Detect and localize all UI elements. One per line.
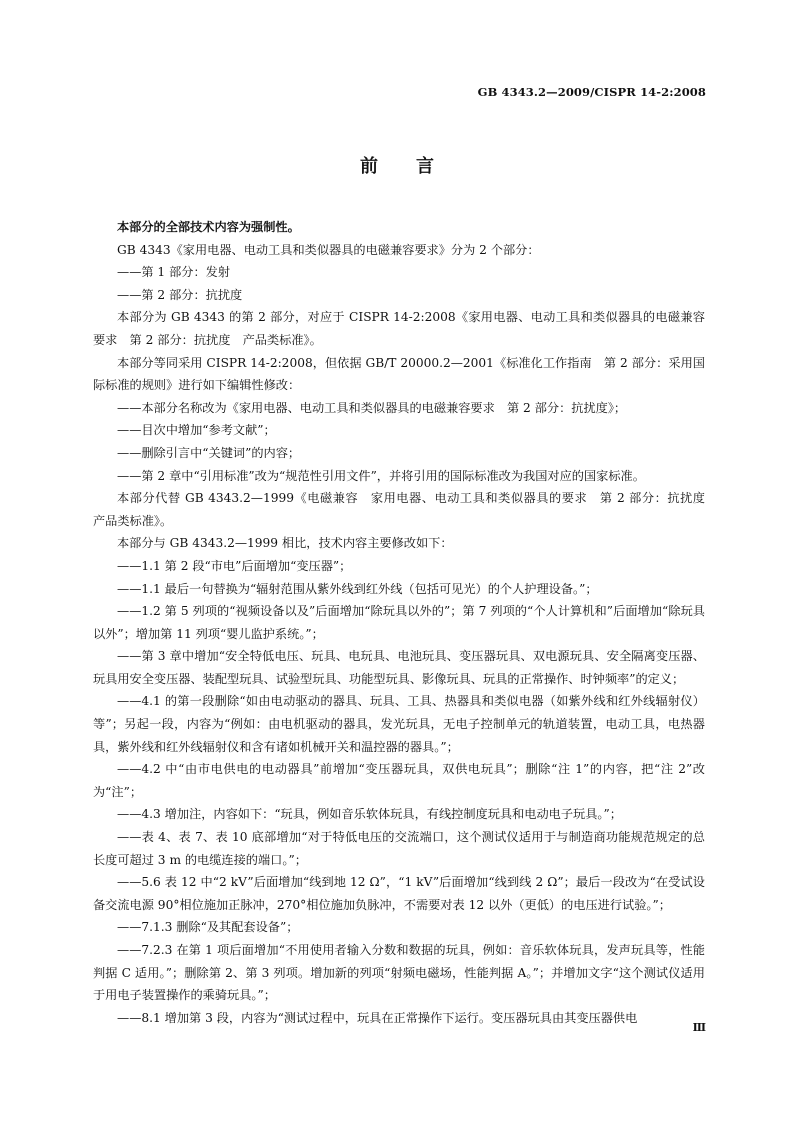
list-item: ——第 3 章中增加“安全特低电压、玩具、电玩具、电池玩具、变压器玩具、双电源玩具、安全隔离变压器、玩具用安全变压器、装配型玩具、试验型玩具、功能型玩具、影像玩具、玩具的正常操作、时钟频率”的定义； bbox=[93, 649, 705, 686]
list-item: ——1.2 第 5 列项的“视频设备以及”后面增加“除玩具以外的”；第 7 列项的“个人计算机和”后面增加“除玩具以外”；增加第 11 列项“婴儿监护系统。”； bbox=[93, 604, 705, 641]
page-title: 前言 bbox=[360, 156, 472, 177]
paragraph-mandatory-notice: 本部分的全部技术内容为强制性。 bbox=[117, 220, 300, 234]
page-number: Ⅲ bbox=[692, 1021, 706, 1034]
paragraph: GB 4343《家用电器、电动工具和类似器具的电磁兼容要求》分为 2 个部分： bbox=[117, 242, 540, 257]
paragraph: 本部分与 GB 4343.2—1999 相比，技术内容主要修改如下： bbox=[117, 536, 453, 551]
list-item: ——表 4、表 7、表 10 底部增加“对于特低电压的交流端口，这个测试仪适用于与制造商功能规范规定的总长度可超过 3 m 的电缆连接的端口。”； bbox=[93, 830, 705, 867]
paragraph: 本部分代替 GB 4343.2—1999《电磁兼容 家用电器、电动工具和类似器具的要求 第 2 部分：抗扰度 产品类标准》。 bbox=[93, 491, 718, 528]
list-item: ——第 1 部分：发射 bbox=[117, 265, 231, 280]
paragraph: 本部分为 GB 4343 的第 2 部分，对应于 CISPR 14-2:2008《家用电器、电动工具和类似器具的电磁兼容要求 第 2 部分：抗扰度 产品类标准》。 bbox=[93, 310, 705, 347]
list-item: ——本部分名称改为《家用电器、电动工具和类似器具的电磁兼容要求 第 2 部分：抗扰度》； bbox=[117, 400, 627, 415]
foreword-body bbox=[93, 216, 718, 1029]
list-item: ——删除引言中“关键词”的内容； bbox=[117, 445, 301, 460]
list-item: ——第 2 章中“引用标准”改为“规范性引用文件”，并将引用的国际标准改为我国对应的国家标准。 bbox=[117, 468, 645, 483]
list-item: ——1.1 最后一句替换为“辐射范围从紫外线到红外线（包括可见光）的个人护理设备。”； bbox=[117, 581, 598, 596]
paragraph: 本部分等同采用 CISPR 14-2:2008，但依据 GB/T 20000.2—2001《标准化工作指南 第 2 部分：采用国际标准的规则》进行如下编辑性修改： bbox=[93, 355, 705, 393]
list-item: ——4.3 增加注，内容如下：“玩具，例如音乐软体玩具，有线控制度玩具和电动电子玩具。”； bbox=[117, 807, 622, 822]
list-item: ——5.6 表 12 中“2 kV”后面增加“线到地 12 Ω”，“1 kV”后面增加“线到线 2 Ω”；最后一段改为“在受试设备交流电源 90°相位施加正脉冲，270°相位施加负脉冲，不需要对表 12 以外（更低）的电压进行试验。”； bbox=[93, 875, 705, 912]
list-item: ——1.1 第 2 段“市电”后面增加“变压器”； bbox=[117, 558, 352, 573]
list-item: ——8.1 增加第 3 段，内容为“测试过程中，玩具在正常操作下运行。变压器玩具由其变压器供电 bbox=[117, 1010, 638, 1025]
standard-code-header: GB 4343.2—2009/CISPR 14-2:2008 bbox=[477, 85, 706, 99]
list-item: ——4.2 中“由市电供电的电动器具”前增加“变压器玩具，双供电玩具”；删除“注 1”的内容，把“注 2”改为“注”； bbox=[93, 762, 705, 799]
list-item: ——7.1.3 删除“及其配套设备”； bbox=[117, 920, 299, 935]
list-item: ——第 2 部分：抗扰度 bbox=[117, 287, 243, 302]
list-item: ——目次中增加“参考文献”； bbox=[117, 423, 276, 438]
list-item: ——7.2.3 在第 1 项后面增加“不用使用者输入分数和数据的玩具，例如：音乐软体玩具，发声玩具等，性能判据 C 适用。”；删除第 2、第 3 列项。增加新的列项“射频电磁场，性能判据 A。”；并增加文字“这个测试仪适用于用电子装置操作的乘骑玩具。”； bbox=[93, 943, 705, 1003]
list-item: ——4.1 的第一段删除“如由电动驱动的器具、玩具、工具、热器具和类似电器（如紫外线和红外线辐射仪）等”；另起一段，内容为“例如：由电机驱动的器具，发光玩具，无电子控制单元的轨道装置，电动工具，电热器具，紫外线和红外线辐射仪和含有诸如机械开关和温控器的器具。”； bbox=[93, 694, 705, 754]
